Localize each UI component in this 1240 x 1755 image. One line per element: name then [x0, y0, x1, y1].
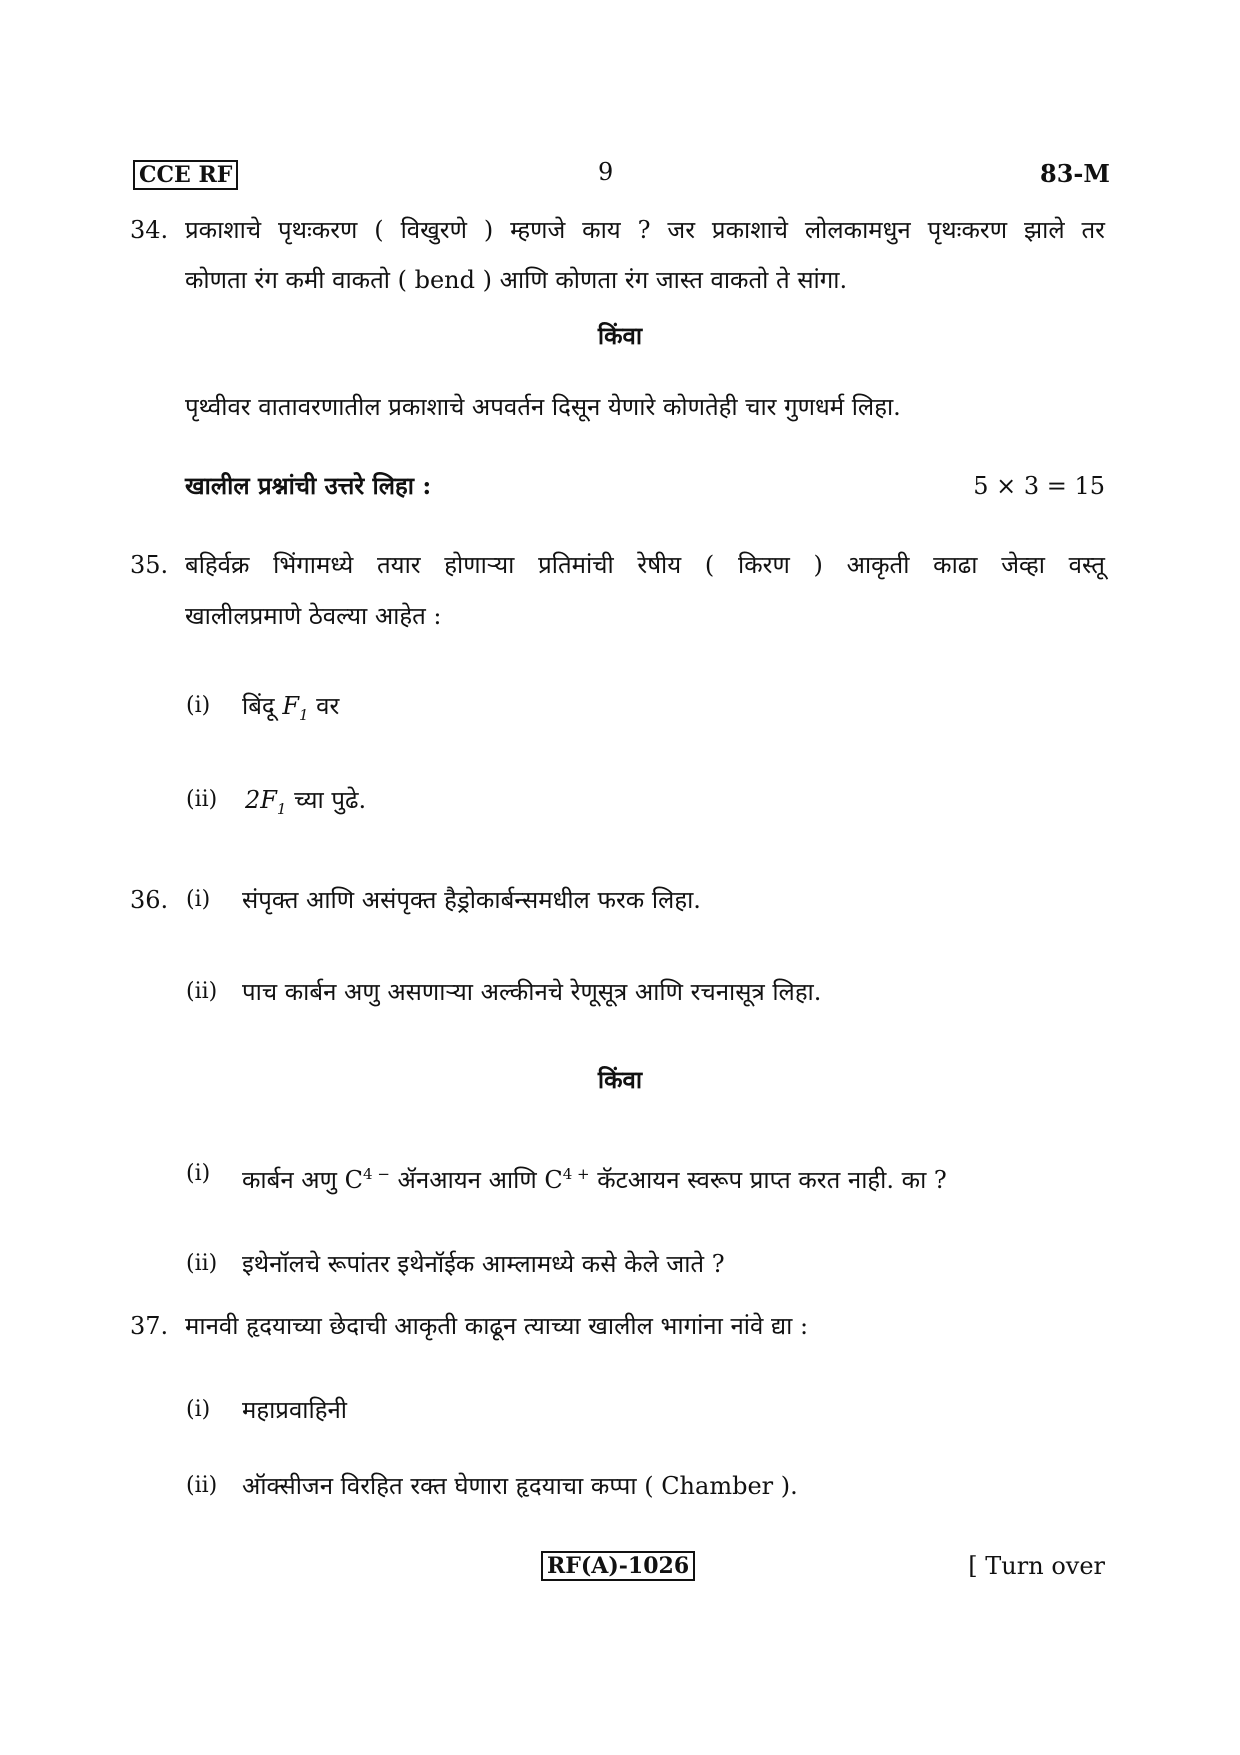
question-35-line1: बहिर्वक्र भिंगामध्ये तयार होणाऱ्या प्रतिमांची रेषीय ( किरण ) आकृती काढा जेव्हा वस्तू	[185, 551, 1105, 579]
q36-part-ii-text: पाच कार्बन अणु असणाऱ्या अल्कीनचे रेणूसूत्र आणि रचनासूत्र लिहा.	[242, 978, 822, 1006]
question-35-number: 35.	[130, 551, 169, 579]
carbon-anion-symbol: $C^{4 -}$	[344, 1165, 390, 1194]
q35-part-i-suffix: वर	[316, 692, 340, 720]
footer-code: RF(A)-1026	[541, 1551, 695, 1581]
question-34-number: 34.	[130, 216, 169, 244]
focal-point-symbol: $F_1$	[282, 692, 309, 724]
q36-part-ii-label: (ii)	[186, 979, 218, 1004]
page-number: 9	[598, 158, 614, 186]
twice-focal-symbol: $2F_1$	[245, 786, 287, 818]
q35-part-ii-suffix: च्या पुढे.	[294, 786, 367, 814]
q35-part-ii-label: (ii)	[186, 787, 218, 812]
q35-part-i-text	[242, 690, 339, 731]
q36-alt-i-text: कार्बन अणु $C^{4 -}$ ॲनआयन आणि $C^{4 +}$ कॅटआयन स्वरूप प्राप्त करत नाही. का ?	[242, 1165, 947, 1194]
q36-part-i-text: संपृक्त आणि असंपृक्त हैड्रोकार्बन्समधील फरक लिहा.	[242, 886, 701, 914]
or-label-34: किंवा	[597, 321, 643, 350]
q36-alt-i-label: (i)	[186, 1161, 211, 1186]
question-34-alt: पृथ्वीवर वातावरणातील प्रकाशाचे अपवर्तन दिसून येणारे कोणतेही चार गुणधर्म लिहा.	[185, 393, 901, 421]
header-left-code: CCE RF	[133, 160, 238, 190]
q37-part-ii-label: (ii)	[186, 1473, 218, 1498]
section-instruction: खालील प्रश्नांची उत्तरे लिहा :	[185, 471, 432, 500]
q36-alt-ii-label: (ii)	[186, 1251, 218, 1276]
question-34-line1: प्रकाशाचे पृथःकरण ( विखुरणे ) म्हणजे काय ? जर प्रकाशाचे लोलकामधुन पृथःकरण झाले तर	[185, 216, 1105, 244]
turn-over-label: [ Turn over	[968, 1552, 1105, 1580]
question-37-line1: मानवी हृदयाच्या छेदाची आकृती काढून त्याच्या खालील भागांना नांवे द्या :	[185, 1312, 809, 1340]
q36-alt-ii-text: इथेनॉलचे रूपांतर इथेनॉईक आम्लामध्ये कसे केले जाते ?	[242, 1250, 725, 1278]
carbon-cation-symbol: $C^{4 +}$	[544, 1165, 590, 1194]
question-37-number: 37.	[130, 1312, 169, 1340]
q37-part-i-text: महाप्रवाहिनी	[242, 1396, 348, 1424]
question-34-line2: कोणता रंग कमी वाकतो ( bend ) आणि कोणता रंग जास्त वाकतो ते सांगा.	[185, 266, 848, 294]
q37-part-i-label: (i)	[186, 1397, 211, 1422]
question-35-line2: खालीलप्रमाणे ठेवल्या आहेत :	[185, 602, 442, 630]
q35-part-i-prefix: बिंदू	[242, 692, 275, 720]
or-label-36: किंवा	[597, 1065, 643, 1094]
question-36-number: 36.	[130, 886, 169, 914]
q37-part-ii-text: ऑक्सीजन विरहित रक्त घेणारा हृदयाचा कप्पा ( Chamber ).	[242, 1472, 798, 1500]
q36-part-i-label: (i)	[186, 887, 211, 912]
header-right-code: 83-M	[1040, 159, 1110, 188]
q35-part-i-label: (i)	[186, 693, 211, 718]
section-marks: 5 × 3 = 15	[973, 472, 1105, 500]
q35-part-ii-text	[245, 784, 366, 825]
